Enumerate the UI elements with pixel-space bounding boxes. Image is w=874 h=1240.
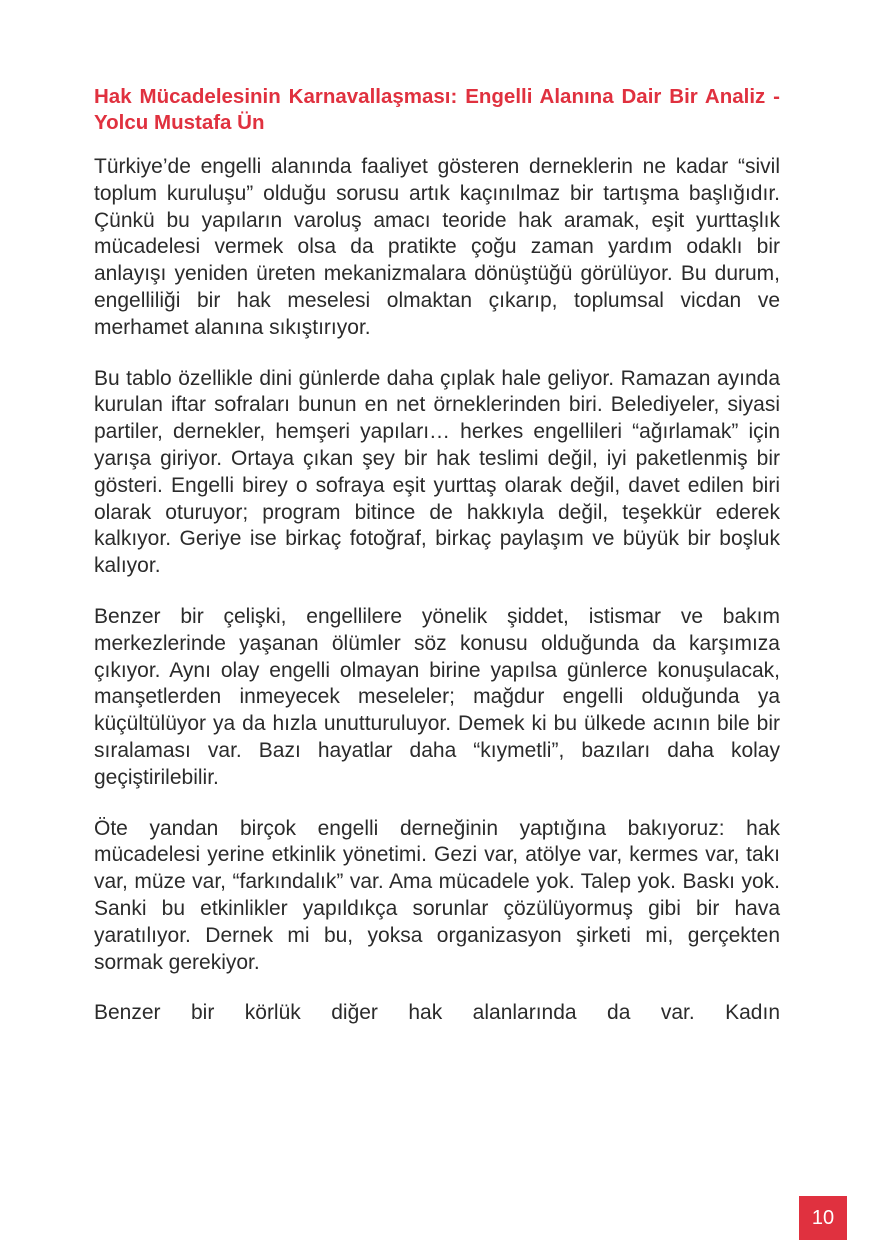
- article-paragraph-1: Türkiye’de engelli alanında faaliyet gösteren derneklerin ne kadar “sivil toplum kuruluşu” olduğu sorusu artık kaçınılmaz bir tartışma başlığıdır. Çünkü bu yapıların varoluş amacı teoride hak aramak, eşit yurttaşlık mücadelesi vermek olsa da pratikte çoğu zaman yardım odaklı bir anlayışı yeniden üreten mekanizmalara dönüştüğü görülüyor. Bu durum, engelliliği bir hak meselesi olmaktan çıkarıp, toplumsal vicdan ve merhamet alanına sıkıştırıyor.: [94, 155, 780, 339]
- article-paragraph-2: Bu tablo özellikle dini günlerde daha çıplak hale geliyor. Ramazan ayında kurulan iftar sofraları bunun en net örneklerinden biri. Belediyeler, siyasi partiler, dernekler, hemşeri yapıları… herkes engellileri “ağırlamak” için yarışa giriyor. Ortaya çıkan şey bir hak teslimi değil, iyi paketlenmiş bir gösteri. Engelli birey o sofraya eşit yurttaş olarak değil, davet edilen biri olarak oturuyor; program bitince de hakkıyla değil, teşekkür ederek kalkıyor. Geriye ise birkaç fotoğraf, birkaç paylaşım ve büyük bir boşluk kalıyor.: [94, 366, 780, 578]
- article-paragraph-5: Benzer bir körlük diğer hak alanlarında da var. Kadın: [94, 1001, 780, 1025]
- article-paragraph-4: Öte yandan birçok engelli derneğinin yaptığına bakıyoruz: hak mücadelesi yerine etkinlik yönetimi. Gezi var, atölye var, kermes var, takı var, müze var, “farkındalık” var. Ama mücadele yok. Talep yok. Baskı yok. Sanki bu etkinlikler yapıldıkça sorunlar çözülüyormuş gibi bir hava yaratılıyor. Dernek mi bu, yoksa organizasyon şirketi mi, gerçekten sormak gerekiyor.: [94, 816, 780, 974]
- article-title: Hak Mücadelesinin Karnavallaşması: Engelli Alanına Dair Bir Analiz - Yolcu Mustafa Ün: [94, 85, 780, 134]
- page-number-badge: 10: [799, 1196, 847, 1240]
- article-page: [94, 84, 780, 1051]
- article-paragraph-3: Benzer bir çelişki, engellilere yönelik şiddet, istismar ve bakım merkezlerinde yaşanan ölümler söz konusu olduğunda da karşımıza çıkıyor. Aynı olay engelli olmayan birine yapılsa günlerce konuşulacak, manşetlerden inmeyecek meseleler; mağdur engelli olduğunda ya küçültülüyor ya da hızla unutturuluyor. Demek ki bu ülkede acının bile bir sıralaması var. Bazı hayatlar daha “kıymetli”, bazıları daha kolay geçiştirilebilir.: [94, 604, 780, 789]
